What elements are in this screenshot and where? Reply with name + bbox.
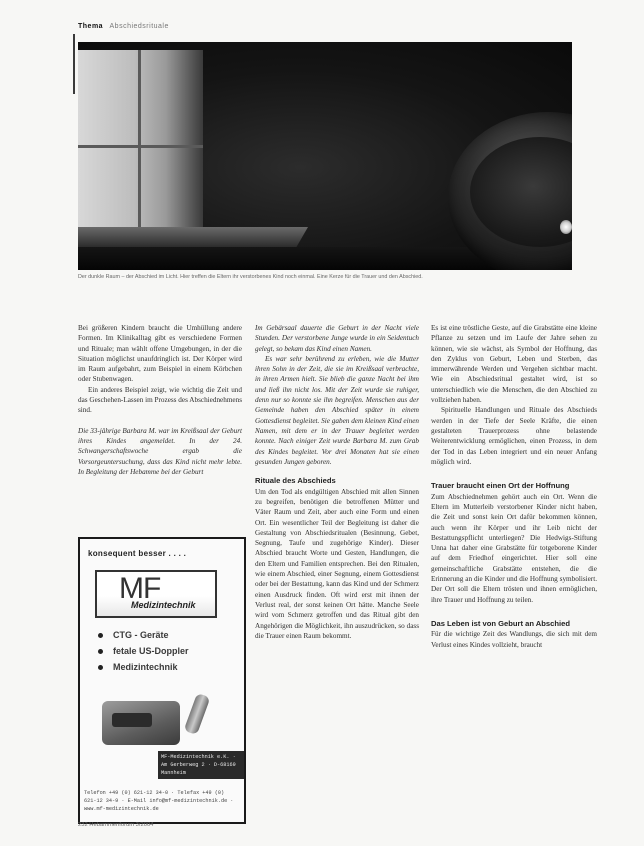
ad-slogan: konsequent besser . . . . (88, 549, 187, 558)
col2-subheading: Rituale des Abschieds (255, 476, 336, 486)
column-3 (431, 323, 597, 650)
ad-logo (95, 570, 217, 618)
col3-paragraph-2: Spirituelle Handlungen und Rituale des Abschieds werden in der Tiefe der Seele Kräfte, die einen gestalteten Trauerprozess ohne belastende Weiterentwicklung ermöglichen, einen Prozess, in dem der Tod in das Leben integriert und ein neuer Anfang möglich wird. (431, 406, 597, 466)
left-margin-rule (73, 34, 75, 94)
col1-paragraph-3: Die 33-jährige Barbara M. war im Kreißsaal der Geburt ihres Kindes angemeldet. In der 24. Schwangerschaftswoche ergab die Vorsorgeuntersuchung, dass das Kind nicht mehr lebte. In Begleitung der Hebamme bei der Geburt (78, 426, 242, 476)
page-footer: 232 Hebammenforum 3/2004 (78, 822, 154, 828)
col1-paragraph-2: Ein anderes Beispiel zeigt, wie wichtig die Zeit und das Geschehen-Lassen im Prozess des Abschiednehmens sind. (78, 385, 242, 415)
column-1 (78, 323, 242, 477)
col1-paragraph-1: Bei größeren Kindern braucht die Umhüllung andere Formen. Im Klinikalltag gibt es verschiedene Formen und Rituale; man wählt offene Umgebungen, in der die Situation möglichst unaufdringlich ist. Der Körper wird im Raum aufgebahrt, zum Beispiel in einem Körbchen oder Stubenwagen. (78, 324, 242, 384)
ad-logo-name: Medizintechnik (131, 600, 196, 610)
photo-caption: Der dunkle Raum – der Abschied im Licht. Hier treffen die Eltern ihr verstorbenes Kind noch einmal. Eine Kerze für die Trauer und den Abschied. (78, 274, 423, 280)
column-2 (255, 323, 419, 641)
bullet-icon (98, 633, 103, 638)
photo-window (78, 50, 203, 235)
header-label: Thema (78, 23, 104, 30)
col3-subheading-2: Das Leben ist von Geburt an Abschied (431, 618, 570, 628)
bullet-icon (98, 665, 103, 670)
col3-paragraph-4: Für die wichtige Zeit des Wandlungs, die sich mit dem Verlust eines Kindes vollzieht, braucht (431, 630, 597, 649)
col3-paragraph-3: Zum Abschiednehmen gehört auch ein Ort. Wenn die Eltern im Mutterleib verstorbener Kinder nicht haben, die Zeit und sonst kein Ort dafür bekommen können, auch wenn ihr Körper und ihr Leib nicht der Bestattungspflicht unterliegen? Die Hedwigs-Stiftung Unna hat daher eine Grabstätte für totgeborene Kinder auf dem Friedhof eingerichtet. Hier soll eine gemeinschaftliche Grabstätte entstehen, die die Erinnerung an die Kinder und die Hoffnung symbolisiert. Der Ort soll die Eltern trösten und ihnen ermöglichen, ihre Trauer und Hoffnung zu teilen. (431, 492, 597, 604)
advertisement[interactable] (78, 537, 246, 824)
col3-subheading-1: Trauer braucht einen Ort der Hoffnung (431, 481, 570, 491)
header-section: Abschiedsrituale (109, 23, 169, 30)
ad-address: MF-Medizintechnik e.K. · Am Gerberweg 2 · D-68169 Mannheim (158, 751, 246, 779)
col2-paragraph-1: Im Gebärsaal dauerte die Geburt in der Nacht viele Stunden. Der verstorbene Junge wurde in ein Seidentuch gelegt, so bekam das Kind einen Namen. (255, 324, 419, 353)
ctg-device-image (102, 701, 180, 745)
ad-product-item: CTG - Geräte (98, 627, 189, 643)
page-header (78, 23, 169, 30)
bullet-icon (98, 649, 103, 654)
col2-paragraph-2: Es war sehr berührend zu erleben, wie die Mutter ihren Sohn in der Zeit, die sie im Kreißsaal verbrachte, in ihren Armen hielt. Sie blieb die ganze Nacht bei ihm und ließ ihn nicht los. Mit der Zeit wurde sie ruhiger, denn nur so konnte sie ihn begreifen. Menschen aus der Gemeinde haben den Abschied später in einem Gottesdienst begleitet. Sie gaben dem kleinen Kind einen Namen, mit dem er in der Trauer begleitet werden konnte. Nach einiger Zeit wurde Barbara M. zum Grab des Kindes begleitet. Vor drei Monaten hat sie einen gesunden Jungen geboren. (255, 354, 419, 466)
ad-contact: Telefon +49 (0) 621-12 34-0 · Telefax +49 (0) 621-12 34-9 · E-Mail info@mf-medizintechnik.de · www.mf-medizintechnik.de (84, 790, 234, 812)
col3-paragraph-1: Es ist eine tröstliche Geste, auf die Grabstätte eine kleine Pflanze zu setzen und im Laufe der Jahre sehen zu können, wie sie wächst, als Symbol der Hoffnung, das den Zyklus von Geburt, Leben und Sterben, das immerwährende Werden und Vergehen sichtbar macht. Wie ein Abschiedsritual gestaltet wird, ist so unterschiedlich wie die Menschen, die den Abschied zu vollziehen haben. (431, 324, 597, 405)
photo-candle-light (560, 220, 572, 234)
article-photo (78, 42, 572, 270)
ad-product-list (98, 627, 189, 675)
ad-product-item: Medizintechnik (98, 659, 189, 675)
ad-product-item: fetale US-Doppler (98, 643, 189, 659)
doppler-probe-image (184, 693, 211, 735)
col2-paragraph-3: Um den Tod als endgültigen Abschied mit allen Sinnen zu begreifen, benötigen die betroffenen Mütter und Väter Raum und Zeit, aber auch eine Form und einen Ort. Ein wesentlicher Teil der Begleitung ist daher die Gestaltung von Abschiedsritualen (Besinnung, Gebet, Segnung, Taufe und zugehörige Kinder). Dieser Abschied braucht Worte und Gesten, Handlungen, die den Eltern und Familien entsprechen. Bei den Ritualen, wie einem Abschied, einer Segnung, einem Gottesdienst oder bei der Bestattung, kann das Kind und der Schmerz einen Ausdruck finden. Oft wird erst mit ihnen der Verlust real, der sonst keinen Ort hätte. Manche Seele wird vom Schmerz getroffen und das Ritual gibt den Angehörigen die Möglichkeit, ihn auszudrücken, so dass die Trauer einen Raum bekommt. (255, 487, 419, 640)
ad-logo-mark: MF (119, 572, 161, 605)
